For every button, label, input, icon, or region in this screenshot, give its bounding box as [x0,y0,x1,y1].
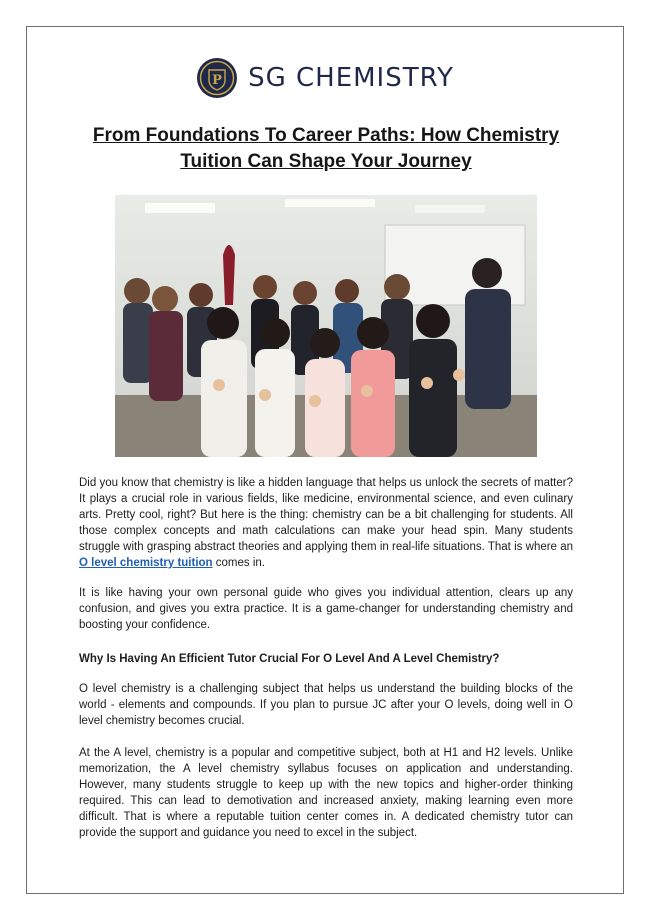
intro-text-after-link: comes in. [212,557,265,569]
group-photo [115,195,537,457]
classroom-group-photo-image [115,195,537,457]
shield-emblem-icon [196,57,238,99]
intro-text-before-link: Did you know that chemistry is like a hidden language that helps us unlock the secrets of matter? It plays a crucial role in various fields, like medicine, environmental science, and even culinary arts. Pretty cool, right? But here is the thing: chemistry can be a bit challenging for students. All those complex concepts and math calculations can make your head spin. Many students struggle with grasping abstract theories and applying them in real-life situations. That is where an [79,477,573,553]
o-level-paragraph: O level chemistry is a challenging subject that helps us understand the building blocks of the world - elements and compounds. If you plan to pursue JC after your O levels, doing well in O level chemistry becomes crucial. [79,683,573,727]
page-title: From Foundations To Career Paths: How Chemistry Tuition Can Shape Your Journey [92,125,560,172]
a-level-paragraph: At the A level, chemistry is a popular and competitive subject, both at H1 and H2 levels. Unlike memorization, the A level chemistry syllabus focuses on application and understanding. However, many students struggle to keep up with the new topics and higher-order thinking required. This can lead to demotivation and increased anxiety, making learning even more difficult. That is where a reputable tuition center comes in. A dedicated chemistry tutor can provide the support and guidance you need to excel in the subject. [79,747,573,839]
svg-text:P: P [212,73,222,88]
brand-name: SG CHEMISTRY [248,63,454,93]
document-page [26,26,624,894]
intro-paragraph [79,475,573,571]
personal-guide-paragraph: It is like having your own personal guide who gives you individual attention, clears up any confusion, and gives you extra practice. It is a game-changer for understanding chemistry and boosting your confidence. [79,587,573,631]
o-level-chemistry-tuition-link[interactable]: O level chemistry tuition [79,557,213,569]
logo [27,57,623,99]
section-heading: Why Is Having An Efficient Tutor Crucial For O Level And A Level Chemistry? [79,653,500,665]
